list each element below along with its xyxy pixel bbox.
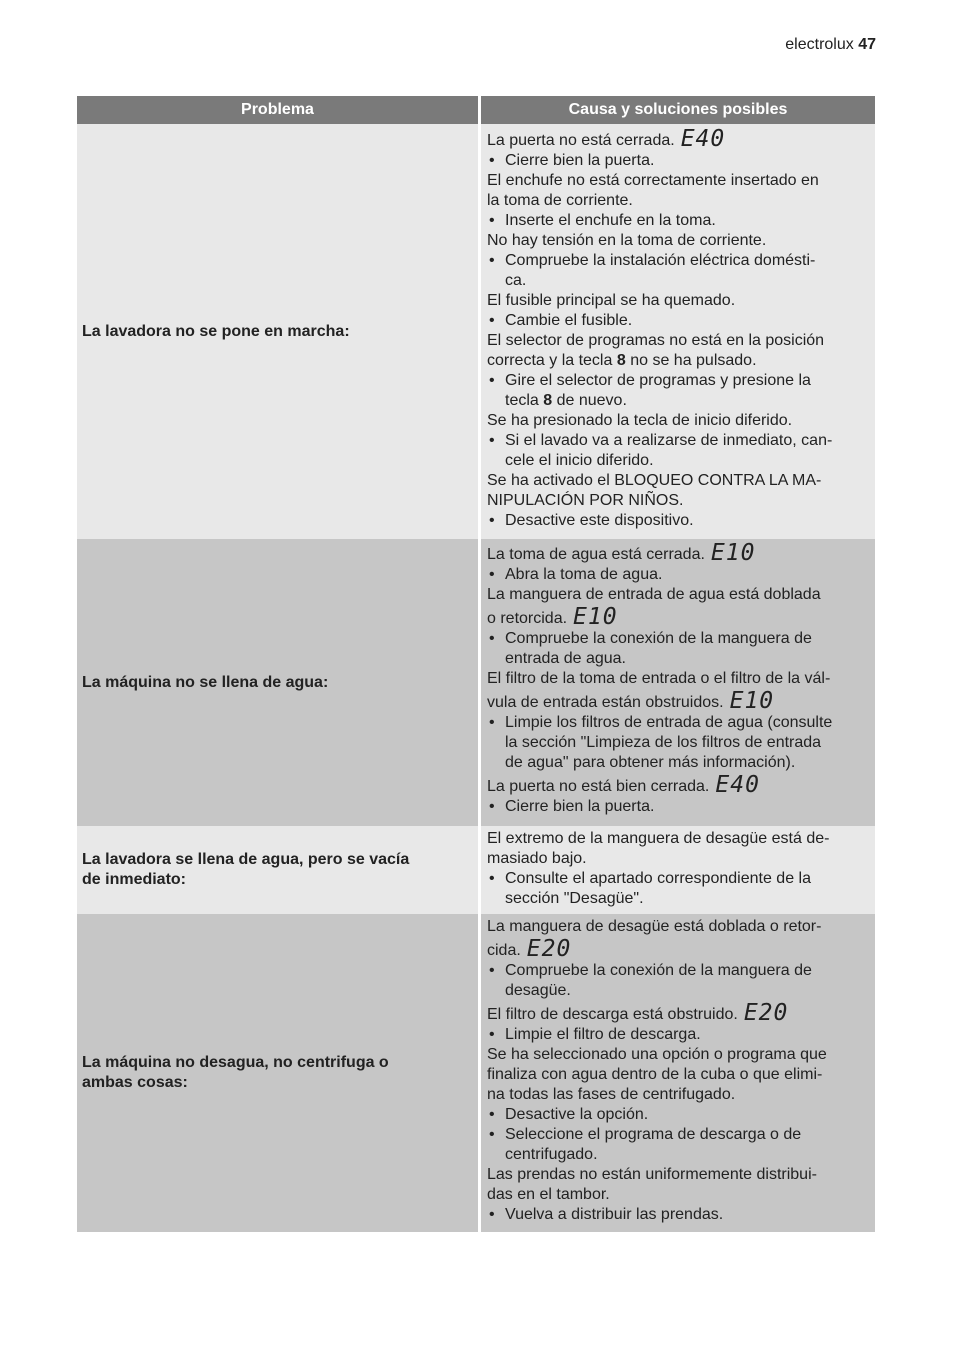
- table-row: [77, 914, 875, 1232]
- cause-cell: [481, 539, 875, 826]
- solution-bullet: • Abra la toma de agua.: [487, 565, 869, 585]
- cause-line: El fusible principal se ha quemado.: [487, 292, 736, 309]
- solution-bullet-cont: cele el inicio diferido.: [505, 452, 654, 469]
- solution-bullet-cont: tecla 8 de nuevo.: [505, 392, 627, 409]
- cause-line: Se ha activado el BLOQUEO CONTRA LA MA-: [487, 472, 822, 489]
- column-header-cause: Causa y soluciones posibles: [481, 96, 875, 124]
- cause-line: El filtro de descarga está obstruido. E20: [487, 1000, 789, 1026]
- solution-bullet: • Desactive la opción.: [487, 1105, 869, 1125]
- solution-bullet: • Limpie el filtro de descarga.: [487, 1025, 869, 1045]
- cause-line: Se ha seleccionado una opción o programa que: [487, 1046, 827, 1063]
- problem-cell: [77, 124, 478, 539]
- problem-text: La máquina no desagua, no centrifuga o: [82, 1054, 389, 1071]
- cause-line: La puerta no está bien cerrada. E40: [487, 772, 760, 798]
- cause-cell: [481, 826, 875, 914]
- problem-text: La lavadora no se pone en marcha:: [82, 322, 350, 340]
- error-code-display: E40: [680, 126, 726, 152]
- cause-line: El extremo de la manguera de desagüe está de-: [487, 830, 830, 847]
- solution-bullet: • Cierre bien la puerta.: [487, 797, 869, 817]
- cause-line: La manguera de entrada de agua está doblada: [487, 586, 821, 603]
- cause-line: correcta y la tecla 8 no se ha pulsado.: [487, 352, 757, 369]
- solution-bullet: • Seleccione el programa de descarga o de: [487, 1125, 869, 1145]
- solution-bullet: • Compruebe la conexión de la manguera de: [487, 961, 869, 981]
- solution-bullet: • Vuelva a distribuir las prendas.: [487, 1205, 869, 1225]
- solution-bullet-cont: sección "Desagüe".: [505, 890, 644, 907]
- cause-cell: [481, 914, 875, 1232]
- error-code-display: E10: [573, 604, 618, 630]
- solution-bullet-cont: la sección "Limpieza de los filtros de entrada: [505, 734, 822, 751]
- error-code-display: E20: [526, 936, 572, 962]
- problem-text: ambas cosas:: [82, 1074, 188, 1091]
- page-header: [785, 36, 876, 54]
- solution-bullet-cont: centrifugado.: [505, 1146, 598, 1163]
- table-row: [77, 539, 875, 826]
- error-code-display: E40: [715, 772, 760, 798]
- solution-bullet: • Consulte el apartado correspondiente de la: [487, 869, 869, 889]
- error-code-display: E20: [743, 1000, 789, 1026]
- cause-line: finaliza con agua dentro de la cuba o que elimi-: [487, 1066, 823, 1083]
- cause-line: El selector de programas no está en la posición: [487, 332, 825, 349]
- cause-line: La manguera de desagüe está doblada o retor-: [487, 918, 822, 935]
- solution-bullet: • Si el lavado va a realizarse de inmediato, can-: [487, 431, 869, 451]
- brand-name: electrolux: [785, 36, 854, 53]
- error-code-display: E10: [729, 688, 775, 714]
- solution-bullet-cont: entrada de agua.: [505, 650, 626, 667]
- troubleshooting-table: [77, 96, 875, 1232]
- solution-bullet: • Cambie el fusible.: [487, 311, 869, 331]
- solution-bullet-cont: de agua" para obtener más información).: [505, 754, 796, 771]
- cause-line: la toma de corriente.: [487, 192, 633, 209]
- problem-text: de inmediato:: [82, 871, 187, 888]
- problem-text: La lavadora se llena de agua, pero se vacía: [82, 851, 410, 868]
- solution-bullet: • Inserte el enchufe en la toma.: [487, 211, 869, 231]
- solution-bullet: • Desactive este dispositivo.: [487, 511, 869, 531]
- solution-bullet-cont: desagüe.: [505, 982, 571, 999]
- cause-line: das en el tambor.: [487, 1186, 610, 1203]
- cause-line: El enchufe no está correctamente insertado en: [487, 172, 819, 189]
- problem-text: La máquina no se llena de agua:: [82, 673, 329, 691]
- column-header-problem: Problema: [77, 96, 478, 124]
- cause-line: Se ha presionado la tecla de inicio diferido.: [487, 412, 793, 429]
- problem-cell: [77, 539, 478, 826]
- solution-bullet: • Limpie los filtros de entrada de agua (consulte: [487, 713, 869, 733]
- cause-line: La toma de agua está cerrada. E10: [487, 540, 756, 566]
- cause-line: La puerta no está cerrada. E40: [487, 126, 726, 152]
- solution-bullet: • Compruebe la instalación eléctrica domésti-: [487, 251, 869, 271]
- cause-line: na todas las fases de centrifugado.: [487, 1086, 736, 1103]
- cause-line: cida. E20: [487, 936, 572, 962]
- cause-cell: [481, 124, 875, 539]
- table-row: [77, 124, 875, 539]
- cause-line: El filtro de la toma de entrada o el filtro de la vál-: [487, 670, 831, 687]
- solution-bullet: • Compruebe la conexión de la manguera de: [487, 629, 869, 649]
- cause-line: Las prendas no están uniformemente distribui-: [487, 1166, 817, 1183]
- problem-cell: [77, 826, 478, 914]
- cause-line: vula de entrada están obstruidos. E10: [487, 688, 775, 714]
- problem-cell: [77, 914, 478, 1232]
- cause-line: masiado bajo.: [487, 850, 587, 867]
- solution-bullet-cont: ca.: [505, 272, 527, 289]
- solution-bullet: • Cierre bien la puerta.: [487, 151, 869, 171]
- cause-line: o retorcida. E10: [487, 604, 618, 630]
- error-code-display: E10: [710, 540, 756, 566]
- cause-line: NIPULACIÓN POR NIÑOS.: [487, 492, 684, 509]
- table-row: [77, 826, 875, 914]
- solution-bullet: • Gire el selector de programas y presione la: [487, 371, 869, 391]
- page-number: 47: [858, 36, 876, 53]
- cause-line: No hay tensión en la toma de corriente.: [487, 232, 767, 249]
- table-header: [77, 96, 875, 124]
